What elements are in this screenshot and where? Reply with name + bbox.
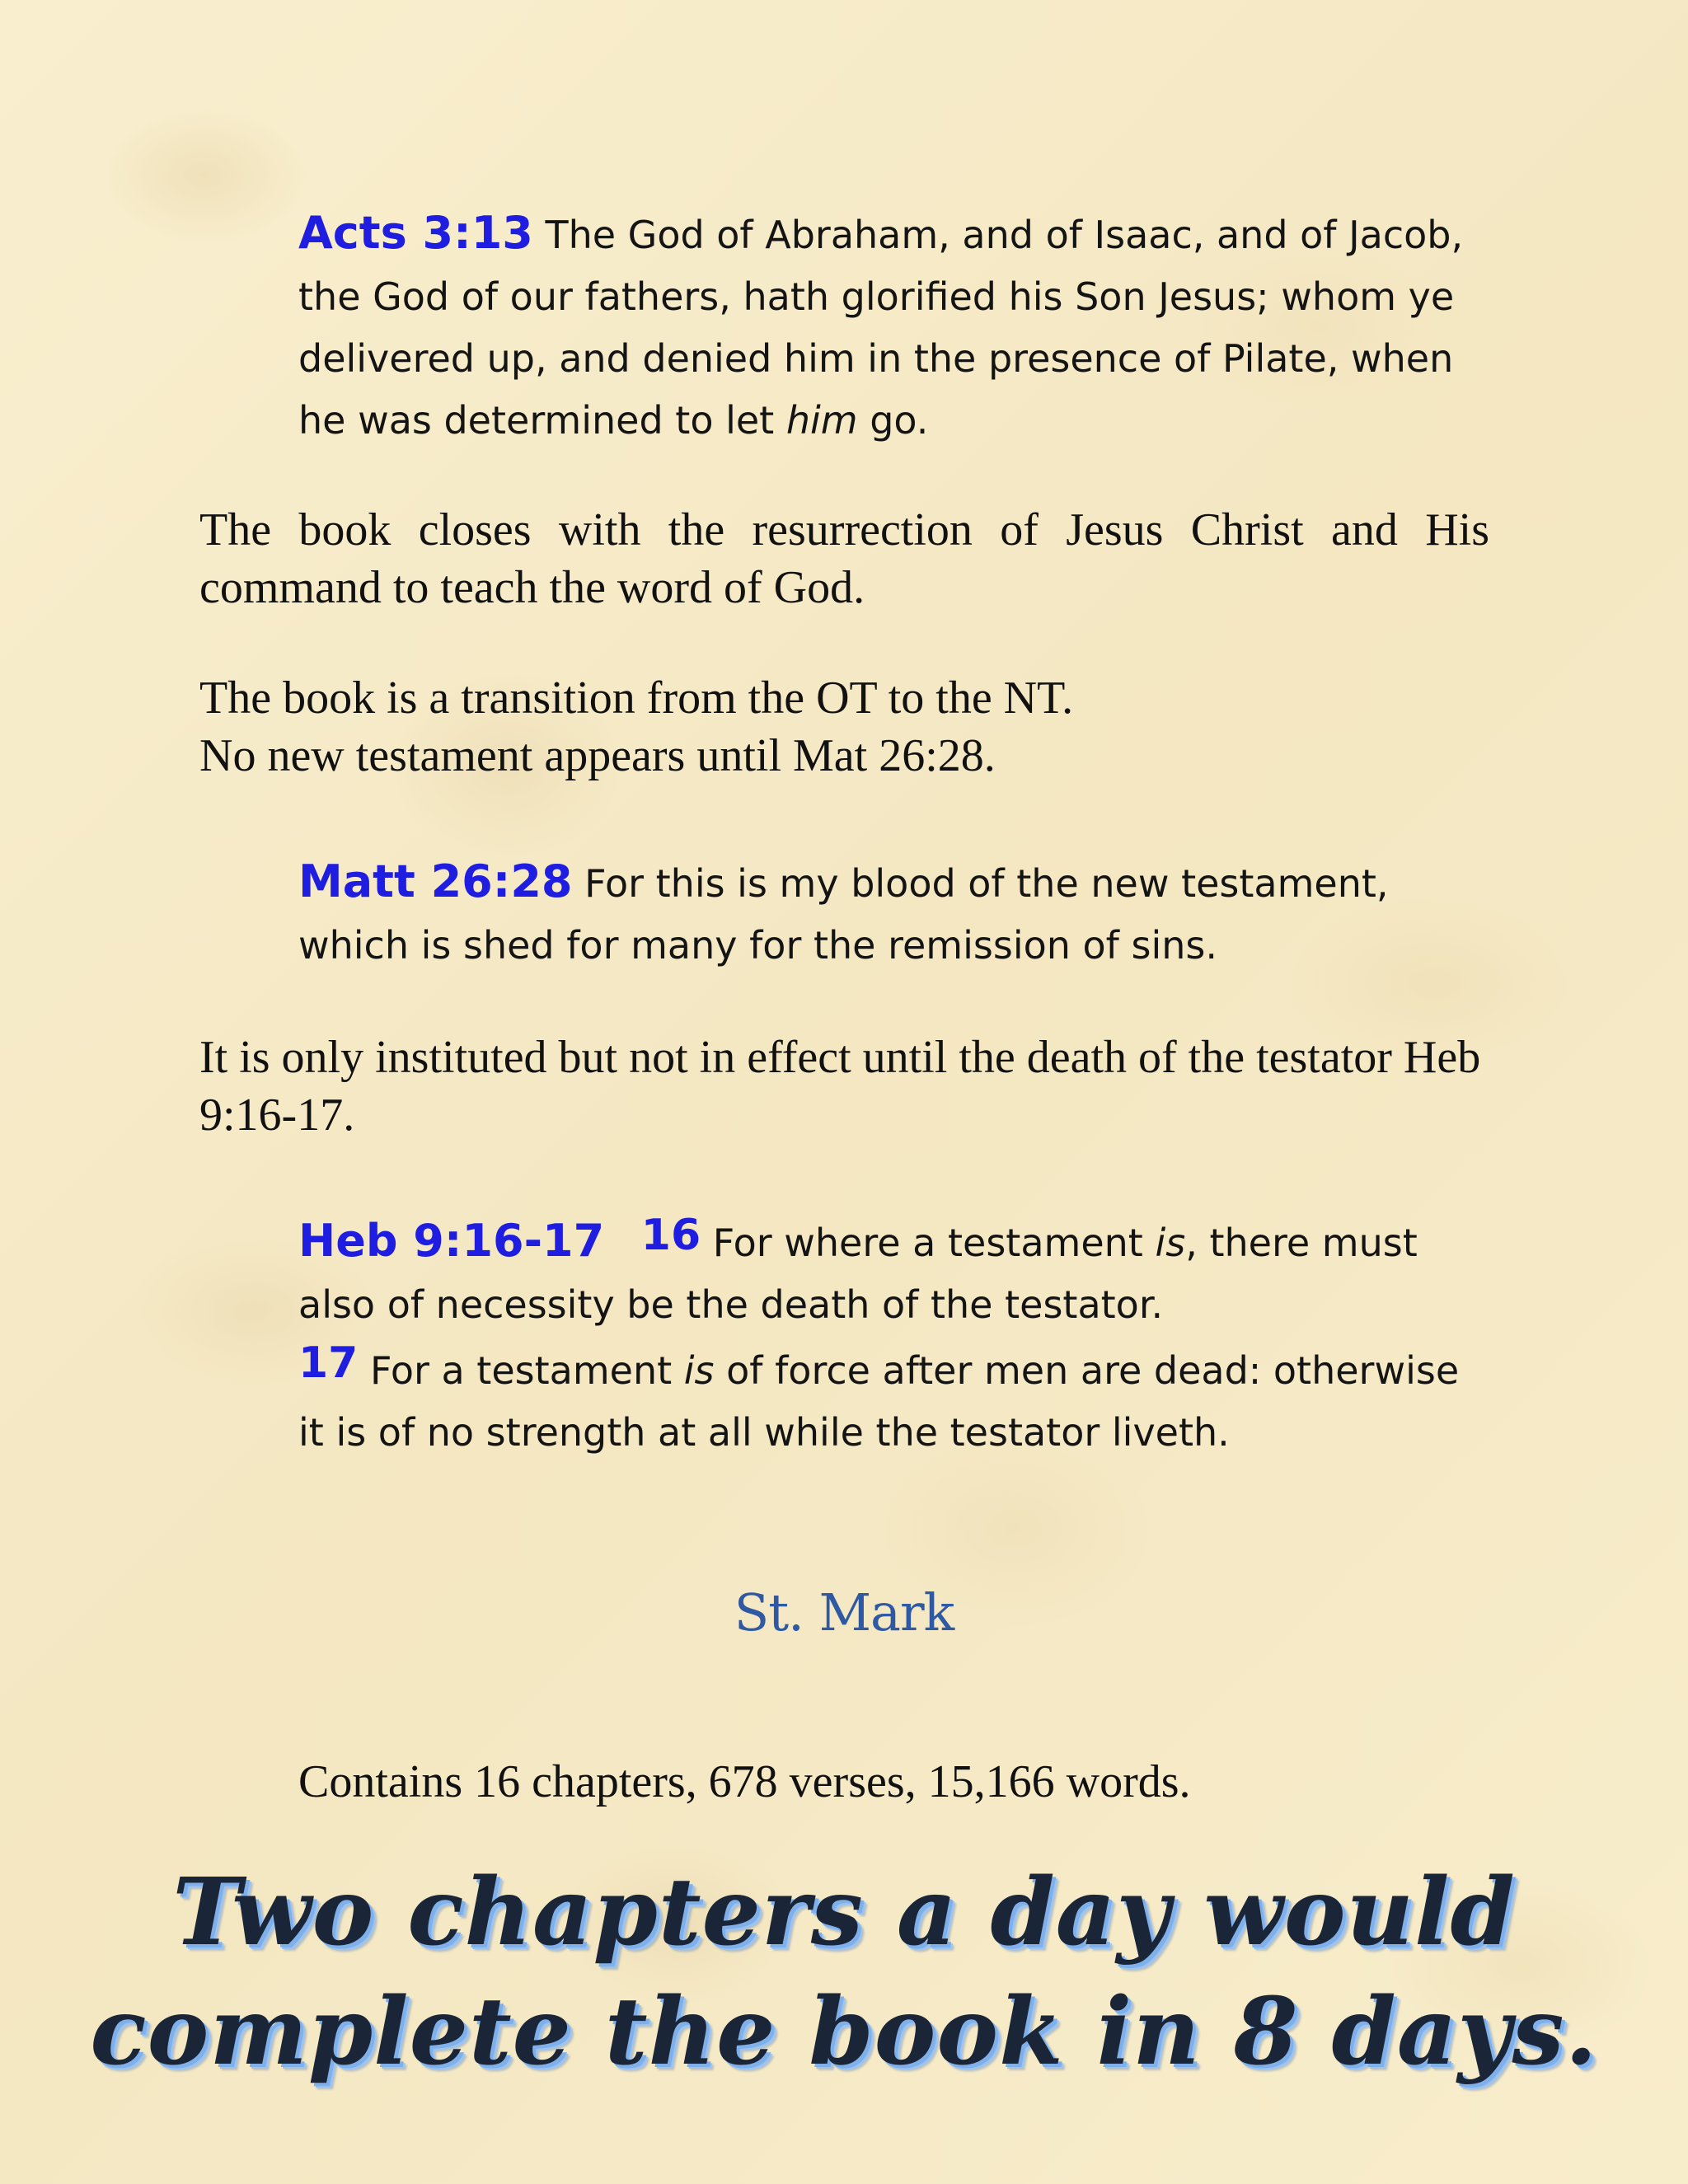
section-title: St. Mark [734, 1582, 954, 1643]
paragraph-transition-line-1: The book is a transition from the OT to the NT. [199, 673, 1074, 724]
paragraph-book-closes: The book closes with the resurrection of Jesus Christ and His command to teach the word of God. [199, 504, 1489, 613]
banner-line-1: Two chapters a day would [172, 1858, 1516, 1966]
verse-italic-word: him [785, 398, 858, 443]
verse-number-17: 17 [298, 1338, 359, 1388]
verse-16-text-end: , there must also of necessity be the death of the testator. [298, 1221, 1418, 1327]
verse-16-text: For where a testament [712, 1221, 1143, 1265]
verse-17-text: For a testament [370, 1348, 673, 1393]
banner-line-2: complete the book in 8 days. [90, 1978, 1598, 2086]
verse-text-end: go. [870, 398, 929, 443]
verse-16-italic: is [1155, 1221, 1186, 1265]
verse-17-italic: is [683, 1348, 715, 1393]
paragraph-instituted: It is only instituted but not in effect until the death of the testator Heb 9:16-17. [199, 1032, 1481, 1141]
paragraph-transition-line-2: No new testament appears until Mat 26:28. [199, 730, 996, 781]
verse-reference: Matt 26:28 [298, 855, 573, 907]
verse-reference: Heb 9:16-17 [298, 1215, 605, 1267]
verse-17 [298, 1339, 1469, 1464]
verse-16 [298, 1210, 1469, 1336]
verse-reference: Acts 3:13 [298, 207, 533, 259]
heb-9-16-17-verse [298, 1210, 1469, 1464]
matt-26-28-verse [298, 851, 1469, 977]
verse-text: For this is my blood of the new testament, which is shed for many for the remission of sins. [298, 861, 1389, 968]
verse-text: The God of Abraham, and of Isaac, and of Jacob, the God of our fathers, hath glorified his Son Jesus; whom ye delivered up, and denied him in the presence of Pilate, when he was determined to let [298, 213, 1464, 443]
paragraph-transition [199, 669, 1489, 785]
book-stats: Contains 16 chapters, 678 verses, 15,166 words. [298, 1756, 1191, 1807]
acts-3-13-verse [298, 202, 1469, 452]
verse-number-16: 16 [640, 1211, 701, 1260]
verse-17-text-end: of force after men are dead: otherwise it is of no strength at all while the testator liveth. [298, 1348, 1460, 1455]
